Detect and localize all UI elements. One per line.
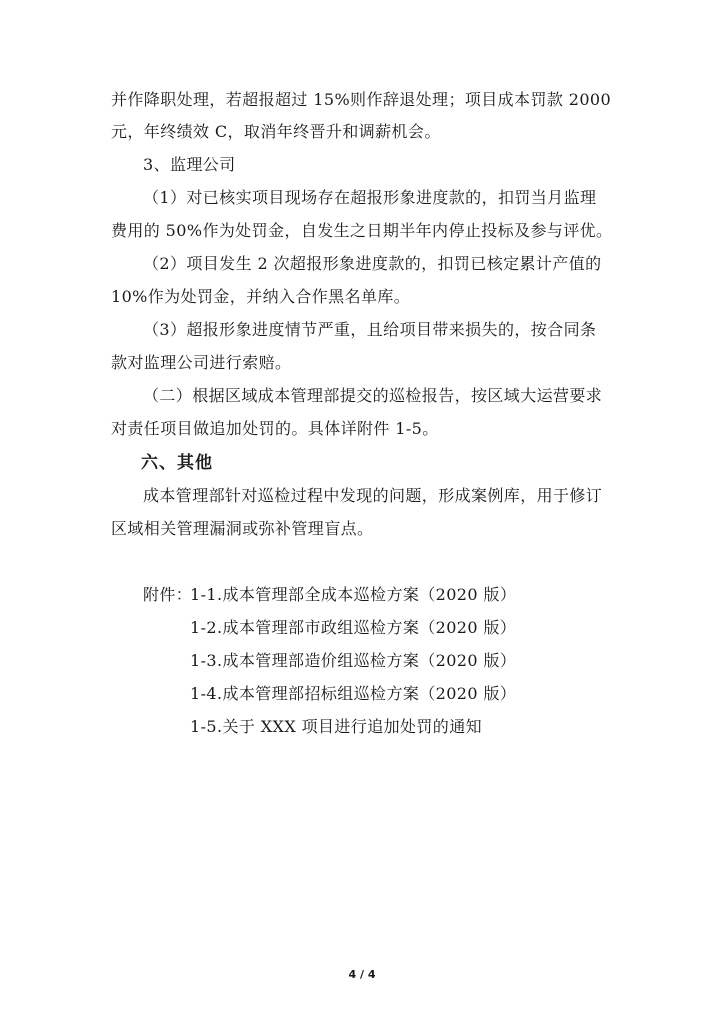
page-number: 4 / 4 bbox=[348, 968, 376, 981]
attachment-item: 1-5.关于 XXX 项目进行追加处罚的通知 bbox=[190, 717, 482, 736]
paragraph-line: 成本管理部针对巡检过程中发现的问题，形成案例库，用于修订 bbox=[143, 486, 603, 505]
paragraph-line: 元，年终绩效 C，取消年终晋升和调薪机会。 bbox=[111, 122, 441, 141]
paragraph-line: （2）项目发生 2 次超报形象进度款的，扣罚已核定累计产值的 bbox=[143, 254, 602, 273]
paragraph-line: （1）对已核实项目现场存在超报形象进度款的，扣罚当月监理 bbox=[143, 188, 597, 207]
paragraph-line: 对责任项目做追加处罚的。具体详附件 1-5。 bbox=[111, 419, 439, 438]
paragraph-line: 区域相关管理漏洞或弥补管理盲点。 bbox=[111, 519, 374, 538]
paragraph-line: 并作降职处理，若超报超过 15%则作辞退处理；项目成本罚款 2000 bbox=[111, 90, 612, 109]
attachment-item: 1-1.成本管理部全成本巡检方案（2020 版） bbox=[190, 585, 517, 604]
paragraph-line: 10%作为处罚金，并纳入合作黑名单库。 bbox=[111, 287, 411, 306]
paragraph-line: （二）根据区域成本管理部提交的巡检报告，按区域大运营要求 bbox=[143, 386, 603, 405]
paragraph-line: 费用的 50%作为处罚金，自发生之日期半年内停止投标及参与评优。 bbox=[111, 221, 613, 240]
attachment-item: 1-4.成本管理部招标组巡检方案（2020 版） bbox=[190, 684, 517, 703]
attachment-item: 1-3.成本管理部造价组巡检方案（2020 版） bbox=[190, 651, 517, 670]
paragraph-line: 款对监理公司进行索赔。 bbox=[111, 353, 292, 372]
paragraph-line: （3）超报形象进度情节严重，且给项目带来损失的，按合同条 bbox=[143, 320, 597, 339]
attachment-item: 1-2.成本管理部市政组巡检方案（2020 版） bbox=[190, 618, 517, 637]
section-heading: 六、其他 bbox=[141, 453, 213, 473]
attachments-label: 附件： bbox=[143, 585, 193, 604]
subsection-heading: 3、监理公司 bbox=[143, 155, 236, 174]
